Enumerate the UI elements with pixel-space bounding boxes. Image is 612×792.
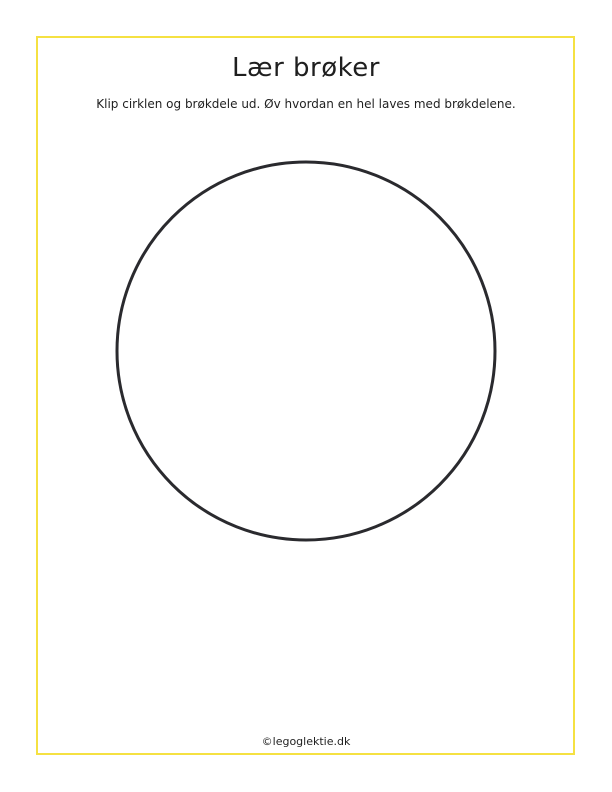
copyright-footer: ©legoglektie.dk bbox=[261, 735, 351, 748]
circle-outline bbox=[112, 157, 500, 545]
worksheet-instructions: Klip cirklen og brøkdele ud. Øv hvordan en hel laves med brøkdelene. bbox=[96, 97, 516, 111]
worksheet-title: Lær brøker bbox=[232, 53, 380, 83]
cutout-circle bbox=[112, 157, 500, 545]
